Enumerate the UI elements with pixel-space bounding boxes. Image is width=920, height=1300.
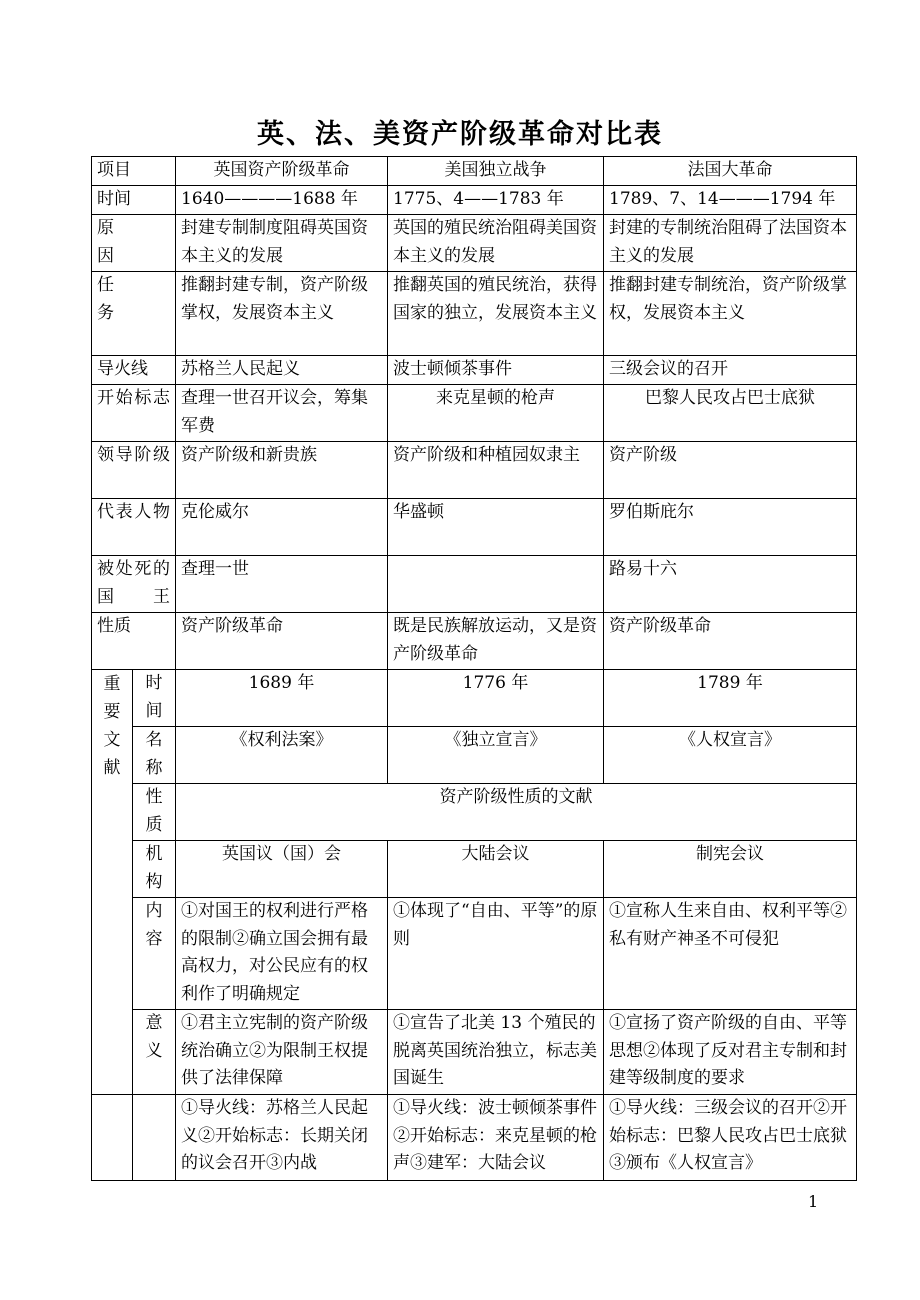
cell-america: 华盛顿 — [388, 499, 604, 556]
cell-america: 《独立宣言》 — [388, 727, 604, 784]
cell-france: 三级会议的召开 — [604, 356, 857, 385]
row-label: 原因 — [92, 215, 176, 272]
doc-row-name — [92, 727, 857, 784]
cell-america: 既是民族解放运动，又是资产阶级革命 — [388, 613, 604, 670]
row-nature — [92, 613, 857, 670]
header-america: 美国独立战争 — [388, 157, 604, 186]
cell-france: 资产阶级 — [604, 442, 857, 499]
cell-england: ①君主立宪制的资产阶级统治确立②为限制王权提供了法律保障 — [176, 1010, 388, 1095]
cell-england: 资产阶级和新贵族 — [176, 442, 388, 499]
cell-america: 推翻英国的殖民统治，获得国家的独立，发展资本主义 — [388, 272, 604, 356]
cell-france: 罗伯斯庇尔 — [604, 499, 857, 556]
cell-england: 英国议（国）会 — [176, 841, 388, 898]
cell-france: 推翻封建专制统治，资产阶级掌权，发展资本主义 — [604, 272, 857, 356]
doc-label: 时间 — [133, 670, 176, 727]
row-cause — [92, 215, 857, 272]
doc-row-body — [92, 841, 857, 898]
cell-france: 1789、7、14———1794 年 — [604, 186, 857, 215]
cell-america: 1775、4——1783 年 — [388, 186, 604, 215]
doc-label: 意义 — [133, 1010, 176, 1095]
row-leader — [92, 442, 857, 499]
cell-england: ①导火线：苏格兰人民起义②开始标志：长期关闭的议会召开③内战 — [176, 1095, 388, 1181]
cell-america — [388, 556, 604, 613]
comparison-table — [91, 156, 857, 1181]
row-label: 导火线 — [92, 356, 176, 385]
cell-america: ①宣告了北美 13 个殖民的脱离英国统治独立，标志美国诞生 — [388, 1010, 604, 1095]
page-number: 1 — [808, 1192, 819, 1211]
cell-america: 大陆会议 — [388, 841, 604, 898]
row-king — [92, 556, 857, 613]
cell-england: ①对国王的权利进行严格的限制②确立国会拥有最高权力，对公民应有的权利作了明确规定 — [176, 898, 388, 1010]
cell-france: 1789 年 — [604, 670, 857, 727]
row-task — [92, 272, 857, 356]
row-time — [92, 186, 857, 215]
doc-label: 机构 — [133, 841, 176, 898]
merged-nature-cell: 资产阶级性质的文献 — [176, 784, 857, 841]
doc-row-year — [92, 670, 857, 727]
cell-america: 波士顿倾茶事件 — [388, 356, 604, 385]
cell-france: 封建的专制统治阻碍了法国资本主义的发展 — [604, 215, 857, 272]
cell-france: ①宣称人生来自由、权利平等②私有财产神圣不可侵犯 — [604, 898, 857, 1010]
row-label: 代表人物 — [92, 499, 176, 556]
documents-group-label: 重要文献 — [92, 670, 133, 1095]
doc-label: 性质 — [133, 784, 176, 841]
cell-france: ①宣扬了资产阶级的自由、平等思想②体现了反对君主专制和封建等级制度的要求 — [604, 1010, 857, 1095]
row-label: 任务 — [92, 272, 176, 356]
blank-cell — [133, 1095, 176, 1181]
cell-france: 巴黎人民攻占巴士底狱 — [604, 385, 857, 442]
header-england: 英国资产阶级革命 — [176, 157, 388, 186]
row-label: 性质 — [92, 613, 176, 670]
cell-france: 资产阶级革命 — [604, 613, 857, 670]
row-process — [92, 1095, 857, 1181]
page-title: 英、法、美资产阶级革命对比表 — [257, 119, 663, 150]
header-france: 法国大革命 — [604, 157, 857, 186]
header-item: 项目 — [92, 157, 176, 186]
cell-america: 来克星顿的枪声 — [388, 385, 604, 442]
cell-france: 《人权宣言》 — [604, 727, 857, 784]
doc-row-content — [92, 898, 857, 1010]
cell-america: 资产阶级和种植园奴隶主 — [388, 442, 604, 499]
cell-england: 1689 年 — [176, 670, 388, 727]
blank-cell — [92, 1095, 133, 1181]
cell-england: 资产阶级革命 — [176, 613, 388, 670]
cell-france: 路易十六 — [604, 556, 857, 613]
cell-england: 苏格兰人民起义 — [176, 356, 388, 385]
cell-america: 英国的殖民统治阻碍美国资本主义的发展 — [388, 215, 604, 272]
cell-america: ①体现了“自由、平等”的原则 — [388, 898, 604, 1010]
cell-england: 查理一世召开议会，筹集军费 — [176, 385, 388, 442]
row-label: 领导阶级 — [92, 442, 176, 499]
row-fuse — [92, 356, 857, 385]
cell-france: 制宪会议 — [604, 841, 857, 898]
cell-america: 1776 年 — [388, 670, 604, 727]
row-label: 开始标志 — [92, 385, 176, 442]
cell-england: 1640————1688 年 — [176, 186, 388, 215]
doc-row-significance — [92, 1010, 857, 1095]
cell-england: 推翻封建专制，资产阶级掌权，发展资本主义 — [176, 272, 388, 356]
row-label: 时间 — [92, 186, 176, 215]
row-start — [92, 385, 857, 442]
doc-row-nature — [92, 784, 857, 841]
row-label: 被处死的国王 — [92, 556, 176, 613]
cell-france: ①导火线：三级会议的召开②开始标志：巴黎人民攻占巴士底狱③颁布《人权宣言》 — [604, 1095, 857, 1181]
cell-america: ①导火线：波士顿倾茶事件②开始标志：来克星顿的枪声③建军：大陆会议 — [388, 1095, 604, 1181]
cell-england: 查理一世 — [176, 556, 388, 613]
cell-england: 克伦威尔 — [176, 499, 388, 556]
cell-england: 封建专制制度阻碍英国资本主义的发展 — [176, 215, 388, 272]
doc-label: 内容 — [133, 898, 176, 1010]
doc-label: 名称 — [133, 727, 176, 784]
row-figure — [92, 499, 857, 556]
cell-england: 《权利法案》 — [176, 727, 388, 784]
header-row — [92, 157, 857, 186]
